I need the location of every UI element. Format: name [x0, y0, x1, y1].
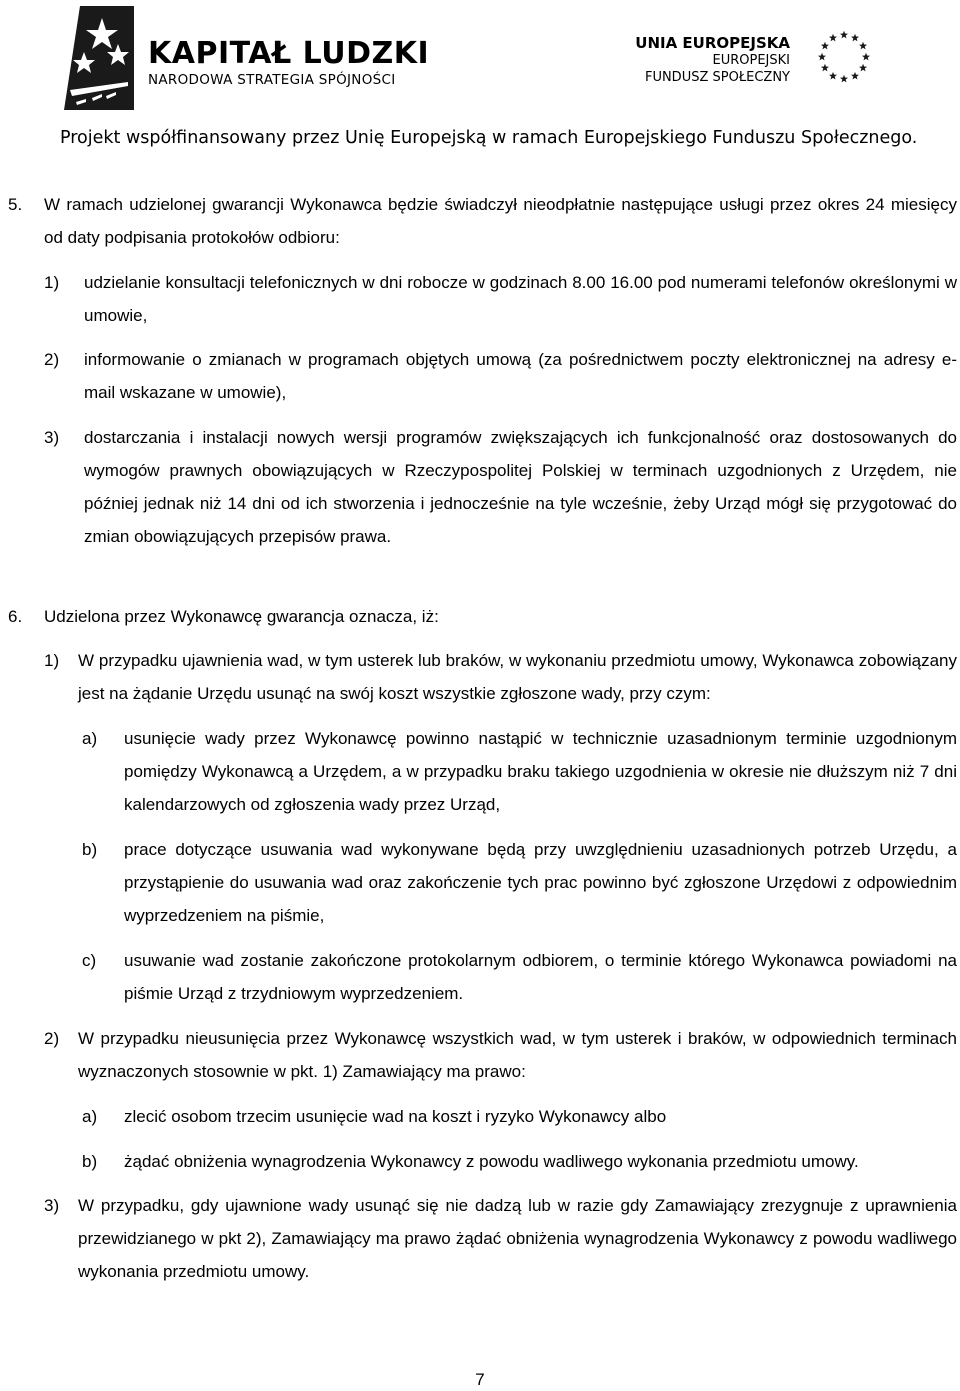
- kapital-ludzki-logo-icon: [62, 4, 136, 112]
- eu-flag-icon: [800, 26, 888, 88]
- list-item-text: informowanie o zmianach w programach objętych umową (za pośrednictwem poczty elektronicznej na adresy e-mail wskazane w umowie),: [84, 350, 957, 402]
- eu-star-icon: [829, 72, 837, 80]
- list-item-number: 3): [44, 428, 60, 447]
- sub-item-letter: c): [82, 951, 97, 970]
- list-item-text: W przypadku ujawnienia wad, w tym usterek lub braków, w wykonaniu przedmiotu umowy, Wykonawca zobowiązany jest na żądanie Urzędu usunąć na swój koszt wszystkie zgłoszone wady, przy czym:: [78, 651, 957, 703]
- list-item-number: 1): [44, 273, 60, 292]
- sub-item-text: usuwanie wad zostanie zakończone protokolarnym odbiorem, o terminie którego Wykonawca powiadomi na piśmie Urząd z trzydniowym wyprzedzeniem.: [124, 951, 957, 1003]
- sub-item-text: prace dotyczące usuwania wad wykonywane będą przy uwzględnieniu uzasadnionych potrzeb Urzędu, a przystąpienie do usuwania wad oraz zakończenie tych prac powinno być zgłoszone Urzędowi z odpowiednim wyprzedzeniem na piśmie,: [124, 840, 957, 925]
- section-paragraph: W ramach udzielonej gwarancji Wykonawca będzie świadczył nieodpłatnie następujące usługi przez okres 24 miesięcy od daty podpisania protokołów odbioru:: [44, 195, 957, 247]
- logo-left-title: KAPITAŁ LUDZKI: [148, 36, 430, 71]
- kapital-ludzki-wordmark: [148, 38, 429, 88]
- list-item-number: 2): [44, 350, 60, 369]
- eu-star-icon: [840, 31, 848, 39]
- eu-star-icon: [851, 34, 859, 42]
- page-number: 7: [475, 1370, 485, 1389]
- eu-wordmark: [635, 34, 790, 86]
- eu-star-icon: [829, 34, 837, 42]
- header-tagline: Projekt współfinansowany przez Unię Europejską w ramach Europejskiego Funduszu Społecznego.: [60, 128, 918, 148]
- eu-star-icon: [821, 42, 829, 50]
- sub-item-text: żądać obniżenia wynagrodzenia Wykonawcy z powodu wadliwego wykonania przedmiotu umowy.: [124, 1152, 859, 1171]
- section-number: 6.: [8, 607, 23, 626]
- logo-right-line3: FUNDUSZ SPOŁECZNY: [644, 70, 790, 85]
- sub-item-text: usunięcie wady przez Wykonawcę powinno nastąpić w technicznie uzasadnionym terminie uzgodnionym pomiędzy Wykonawcą a Urzędem, a w przypadku braku takiego uzgodnienia w okresie nie dłuższym niż 7 dni kalendarzowych od zgłoszenia wady przez Urząd,: [124, 729, 957, 814]
- section-paragraph: Udzielona przez Wykonawcę gwarancja oznacza, iż:: [44, 607, 439, 626]
- list-item-number: 1): [44, 651, 60, 670]
- list-item-text: udzielanie konsultacji telefonicznych w dni robocze w godzinach 8.00 16.00 pod numerami telefonów określonymi w umowie,: [84, 273, 957, 325]
- eu-star-icon: [859, 64, 867, 72]
- section-number: 5.: [8, 195, 23, 214]
- sub-item-letter: a): [82, 729, 98, 748]
- sub-item-letter: b): [82, 840, 98, 859]
- list-item-text: dostarczania i instalacji nowych wersji programów zwiększających ich funkcjonalność oraz dostosowanych do wymogów prawnych obowiązujących w Rzeczypospolitej Polskiej w terminach uzgodnionych z Urzędem, nie później jednak niż 14 dni od ich stworzenia i jednocześnie na tyle wcześnie, żeby Urząd mógł się przygotować do zmian obowiązujących przepisów prawa.: [84, 428, 957, 546]
- sub-item-letter: a): [82, 1107, 98, 1126]
- eu-star-icon: [859, 42, 867, 50]
- logo-right-line1: UNIA EUROPEJSKA: [635, 34, 790, 52]
- eu-star-icon: [851, 72, 859, 80]
- list-item-number: 2): [44, 1029, 60, 1048]
- list-item-text: W przypadku, gdy ujawnione wady usunąć się nie dadzą lub w razie gdy Zamawiający zrezygnuje z uprawnienia przewidzianego w pkt 2), Zamawiający ma prawo żądać obniżenia wynagrodzenia Wykonawcy z powodu wadliwego wykonania przedmiotu umowy.: [78, 1196, 957, 1281]
- sub-item-text: zlecić osobom trzecim usunięcie wad na koszt i ryzyko Wykonawcy albo: [124, 1107, 667, 1126]
- logo-left-subtitle: NARODOWA STRATEGIA SPÓJNOŚCI: [148, 72, 396, 88]
- eu-star-icon: [821, 64, 829, 72]
- list-item-text: W przypadku nieusunięcia przez Wykonawcę wszystkich wad, w tym usterek i braków, w odpowiednich terminach wyznaczonych stosownie w pkt. 1) Zamawiający ma prawo:: [78, 1029, 957, 1081]
- eu-star-icon: [862, 53, 870, 61]
- list-item-number: 3): [44, 1196, 60, 1215]
- logo-right-line2: EUROPEJSKI: [712, 53, 790, 68]
- eu-star-icon: [818, 53, 826, 61]
- sub-item-letter: b): [82, 1152, 98, 1171]
- eu-star-icon: [840, 75, 848, 83]
- page-header: [0, 0, 960, 160]
